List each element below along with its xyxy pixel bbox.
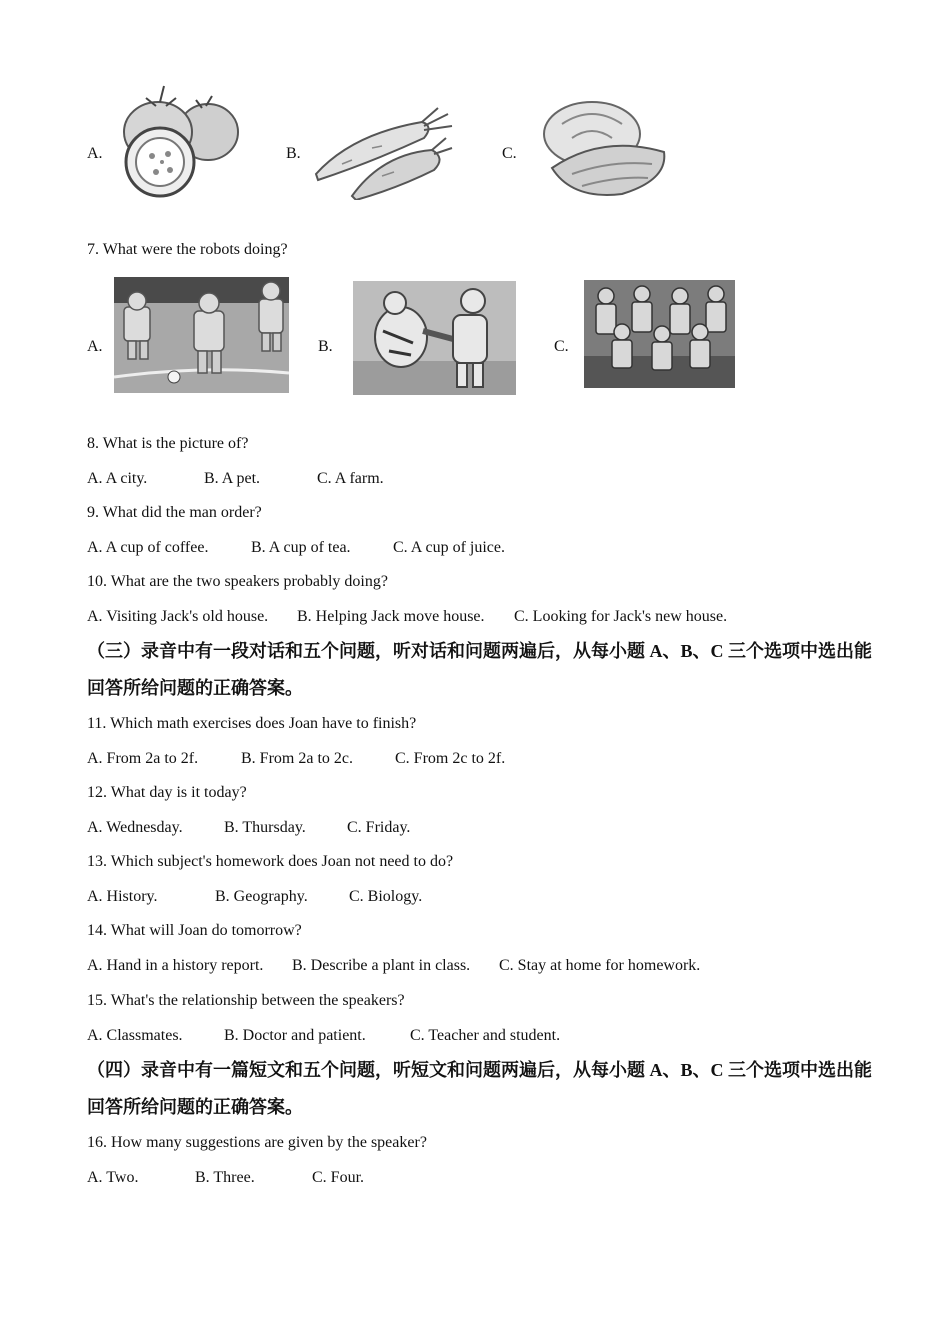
q10-option-a: A. Visiting Jack's old house. [87,608,269,625]
q10-option-b: B. Helping Jack move house. [297,608,485,625]
q15-option-c: C. Teacher and student. [410,1027,561,1044]
section-4-instructions: （四）录音中有一篇短文和五个问题，听短文和问题两遍后，从每小题 A、B、C 三个选项中选出能回答所给问题的正确答案。 [87,1060,872,1117]
q12-option-c: C. Friday. [347,819,411,836]
q7-question: 7. What were the robots doing? [87,241,288,258]
q15-option-a: A. Classmates. [87,1027,183,1044]
q6-option-a-letter: A. [87,145,103,162]
q9-option-c: C. A cup of juice. [393,539,505,556]
q7-option-c-letter: C. [554,338,569,355]
q14-option-b: B. Describe a plant in class. [292,957,471,974]
q9-option-a: A. A cup of coffee. [87,539,209,556]
q11-question: 11. Which math exercises does Joan have to finish? [87,715,417,732]
q6-option-c-letter: C. [502,145,517,162]
q16-question: 16. How many suggestions are given by the speaker? [87,1134,427,1151]
q15-question: 15. What's the relationship between the speakers? [87,992,405,1009]
q14-question: 14. What will Joan do tomorrow? [87,922,302,939]
q12-option-a: A. Wednesday. [87,819,183,836]
cabbage-image [532,94,672,202]
section-3-instructions: （三）录音中有一段对话和五个问题，听对话和问题两遍后，从每小题 A、B、C 三个选项中选出能回答所给问题的正确答案。 [87,641,872,698]
q8-option-c: C. A farm. [317,470,384,487]
q13-question: 13. Which subject's homework does Joan not need to do? [87,853,454,870]
q16-option-b: B. Three. [195,1169,255,1186]
q8-option-b: B. A pet. [204,470,261,487]
tomatoes-image [116,84,246,200]
q13-option-b: B. Geography. [215,888,308,905]
robots-dancing-photo [584,280,735,388]
q16-option-c: C. Four. [312,1169,365,1186]
q7-option-b-letter: B. [318,338,333,355]
q11-option-c: C. From 2c to 2f. [395,750,506,767]
q10-option-c: C. Looking for Jack's new house. [514,608,728,625]
q10-question: 10. What are the two speakers probably doing? [87,573,388,590]
q11-option-a: A. From 2a to 2f. [87,750,199,767]
q11-option-b: B. From 2a to 2c. [241,750,353,767]
q14-option-c: C. Stay at home for homework. [499,957,701,974]
robots-fighting-photo [353,281,516,395]
q6-option-b-letter: B. [286,145,301,162]
q14-option-a: A. Hand in a history report. [87,957,264,974]
q13-option-a: A. History. [87,888,158,905]
q15-option-b: B. Doctor and patient. [224,1027,366,1044]
q9-option-b: B. A cup of tea. [251,539,351,556]
carrots-image [312,104,454,200]
q13-option-c: C. Biology. [349,888,423,905]
q8-option-a: A. A city. [87,470,148,487]
q16-option-a: A. Two. [87,1169,139,1186]
q8-question: 8. What is the picture of? [87,435,249,452]
robots-playing-soccer-photo [114,277,289,393]
q9-question: 9. What did the man order? [87,504,262,521]
q12-question: 12. What day is it today? [87,784,247,801]
q12-option-b: B. Thursday. [224,819,306,836]
q7-option-a-letter: A. [87,338,103,355]
